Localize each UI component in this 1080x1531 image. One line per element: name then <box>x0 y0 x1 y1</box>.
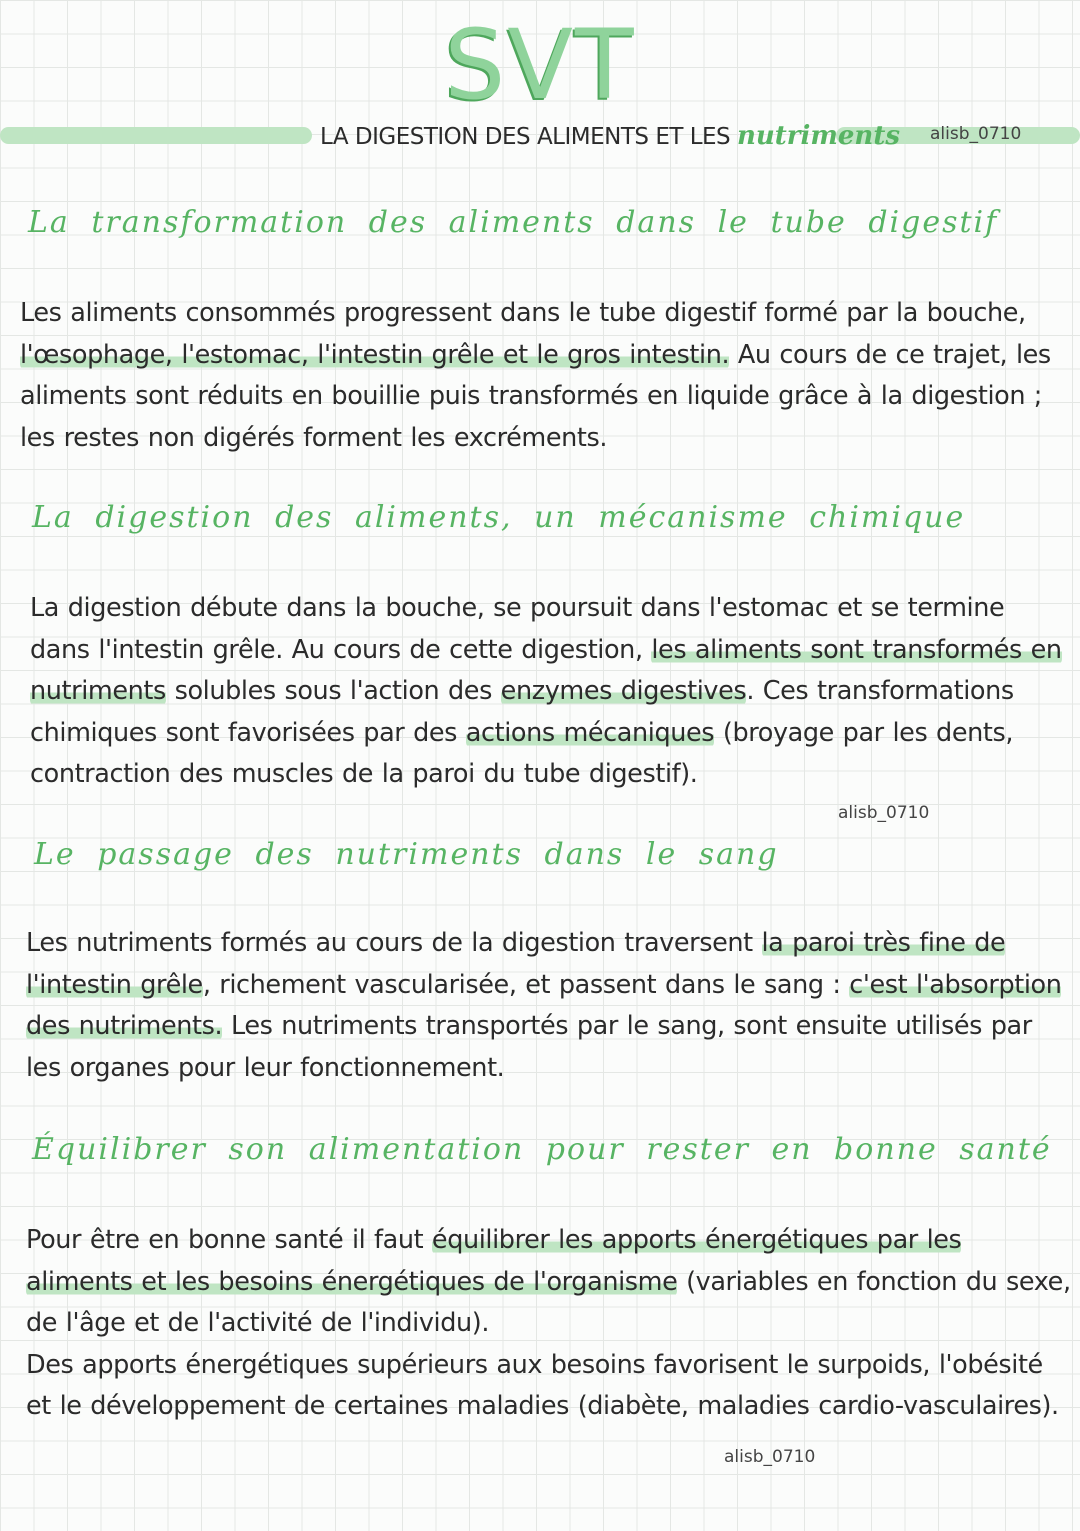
paragraph-line <box>30 630 1070 672</box>
paragraph-line <box>26 923 1066 965</box>
highlighted-text: l'œsophage, l'estomac, l'intestin grêle et le gros intestin. <box>20 339 730 370</box>
text-run: (broyage par les dents, <box>714 717 1014 748</box>
paragraph-line <box>26 1345 1066 1387</box>
highlighted-text: les aliments sont transformés en <box>651 634 1062 665</box>
paragraph-line <box>20 418 1060 460</box>
credit-watermark: alisb_0710 <box>838 803 930 823</box>
highlighted-text: c'est l'absorption <box>849 969 1062 1000</box>
text-run: Les aliments consommés progressent dans le tube digestif formé par la bouche, <box>20 298 1026 328</box>
paragraph-line <box>26 1006 1066 1048</box>
text-run: les restes non digérés forment les excréments. <box>20 422 608 453</box>
paragraph-line <box>30 713 1070 755</box>
section-paragraph <box>26 923 1066 1089</box>
text-run: . Ces transformations <box>746 676 1014 706</box>
text-run: de l'âge et de l'activité de l'individu). <box>26 1308 490 1338</box>
highlighted-text: équilibrer les apports énergétiques par les <box>431 1225 962 1255</box>
text-run: , richement vascularisée, et passent dans le sang : <box>202 969 850 1000</box>
text-run: solubles sous l'action des <box>165 676 501 706</box>
highlighted-text: des nutriments. <box>26 1011 223 1041</box>
paragraph-line <box>26 1303 1066 1345</box>
credit-watermark: alisb_0710 <box>724 1447 816 1467</box>
highlighted-text: l'intestin grêle <box>26 969 203 1000</box>
paragraph-line <box>26 965 1066 1007</box>
text-run: Pour être en bonne santé il faut <box>26 1225 432 1255</box>
text-run: Les nutriments formés au cours de la digestion traversent <box>26 928 762 958</box>
highlighted-text: enzymes digestives <box>500 676 747 706</box>
text-run: contraction des muscles de la paroi du tube digestif). <box>30 759 698 789</box>
text-run: Des apports énergétiques supérieurs aux besoins favorisent le surpoids, l'obésité <box>26 1349 1043 1380</box>
section-heading: La transformation des aliments dans le tube digestif <box>28 205 999 240</box>
text-run: (variables en fonction du sexe, <box>677 1266 1071 1297</box>
page-title: SVT <box>444 9 636 121</box>
paragraph-line <box>26 1262 1071 1304</box>
text-run: Au cours de ce trajet, les <box>729 339 1051 370</box>
section-heading: Le passage des nutriments dans le sang <box>34 837 779 872</box>
paragraph-line <box>30 671 1070 713</box>
paragraph-line <box>30 588 1070 630</box>
text-run: dans l'intestin grêle. Au cours de cette digestion, <box>30 634 652 665</box>
paragraph-line <box>20 335 1060 377</box>
highlighted-text: nutriments <box>30 676 166 706</box>
credit-watermark: alisb_0710 <box>930 124 1022 144</box>
text-run: les organes pour leur fonctionnement. <box>26 1052 505 1083</box>
subtitle-script-word: nutriments <box>736 121 900 151</box>
highlighted-text: aliments et les besoins énergétiques de l'organisme <box>26 1266 678 1297</box>
section-heading: La digestion des aliments, un mécanisme chimique <box>32 500 966 535</box>
paragraph-line <box>20 376 1060 418</box>
header-band-left <box>0 127 312 144</box>
paragraph-line <box>26 1220 1066 1262</box>
subtitle-text: LA DIGESTION DES ALIMENTS ET LES <box>320 124 737 150</box>
section-heading: Équilibrer son alimentation pour rester en bonne santé <box>32 1132 1052 1167</box>
text-run: chimiques sont favorisées par des <box>30 717 466 748</box>
text-run: et le développement de certaines maladies (diabète, maladies cardio-vasculaires). <box>26 1391 1059 1421</box>
section-paragraph <box>30 588 1070 796</box>
paragraph-line <box>26 1048 1066 1090</box>
paragraph-line <box>20 293 1060 335</box>
text-run: La digestion débute dans la bouche, se poursuit dans l'estomac et se termine <box>30 593 1005 623</box>
text-run: Les nutriments transportés par le sang, sont ensuite utilisés par <box>222 1011 1032 1041</box>
paragraph-line <box>30 754 1070 796</box>
section-paragraph <box>20 293 1060 459</box>
highlighted-text: la paroi très fine de <box>761 928 1006 958</box>
paragraph-line <box>26 1386 1066 1428</box>
page-subtitle <box>320 118 900 155</box>
section-paragraph <box>26 1220 1071 1428</box>
text-run: aliments sont réduits en bouillie puis transformés en liquide grâce à la digestion ; <box>20 381 1042 411</box>
highlighted-text: actions mécaniques <box>465 717 715 748</box>
